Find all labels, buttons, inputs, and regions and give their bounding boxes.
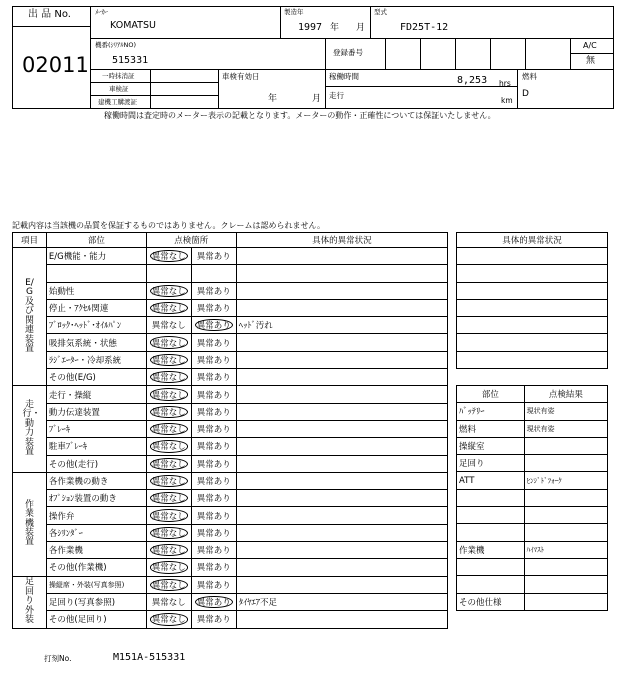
divider [455, 38, 456, 69]
status-ok-label: 異常なし [151, 407, 186, 418]
selected-circle [150, 354, 188, 366]
table-row [457, 334, 608, 351]
detail-cell [236, 576, 447, 593]
empty-cell [457, 248, 608, 265]
group-label-cell [13, 576, 47, 628]
hours-unit: hrs [499, 79, 511, 88]
group-label-cell [13, 248, 47, 386]
empty-cell [457, 299, 608, 316]
selected-circle [150, 458, 188, 470]
inspection-table [12, 232, 448, 629]
divider [150, 69, 151, 109]
part-cell: 各ｼﾘﾝﾀﾞｰ [46, 524, 146, 541]
status-ok-cell [146, 611, 191, 628]
part-cell: 停止・ｱｸｾﾙ関連 [46, 299, 146, 316]
status-ok-cell [146, 455, 191, 472]
table-row [13, 369, 448, 386]
result-part-cell [457, 489, 525, 506]
status-ng-cell [191, 593, 236, 610]
result-part-cell: ATT [457, 472, 525, 489]
status-ok-cell [146, 559, 191, 576]
part-cell: 操縦席・外装(写真参照) [46, 576, 146, 593]
selected-circle [150, 561, 188, 573]
status-ok-cell [146, 507, 191, 524]
selected-circle [150, 406, 188, 418]
table-row [457, 420, 608, 437]
part-cell: 各作業機の動き [46, 472, 146, 489]
table-row [13, 265, 448, 282]
status-ng-cell [191, 299, 236, 316]
selected-circle [150, 388, 188, 400]
status-ng-label: 異常あり [196, 528, 231, 539]
detail-cell [236, 455, 447, 472]
divider [325, 38, 326, 69]
table-row [13, 282, 448, 299]
table-row [13, 559, 448, 576]
inspection-year-unit: 年 [268, 94, 278, 104]
table-row [13, 248, 448, 265]
status-ok-cell [146, 438, 191, 455]
result-part-cell: 燃料 [457, 420, 525, 437]
divider [325, 69, 326, 109]
status-ok-cell [146, 403, 191, 420]
status-ng-label: 異常あり [196, 252, 231, 263]
result-part-cell [457, 558, 525, 575]
table-row [13, 403, 448, 420]
km-unit: km [501, 96, 513, 105]
table-row [457, 317, 608, 334]
table-row [13, 334, 448, 351]
group-label-cell [13, 386, 47, 472]
table-row [457, 576, 608, 593]
detail-cell [236, 369, 447, 386]
status-ng-cell [191, 611, 236, 628]
results-result-header: 点検結果 [524, 386, 607, 403]
status-ok-cell [146, 472, 191, 489]
empty-cell [457, 351, 608, 368]
status-ok-cell [146, 282, 191, 299]
empty-cell [457, 334, 608, 351]
part-cell: その他(作業機) [46, 559, 146, 576]
divider [90, 38, 614, 39]
year-label: 製造年 [284, 8, 304, 16]
status-ng-label: 異常あり [196, 615, 231, 626]
result-part-cell: 足回り [457, 455, 525, 472]
status-ok-label: 異常なし [151, 598, 186, 609]
group-label-cell [13, 472, 47, 576]
right-detail-table [456, 232, 608, 369]
part-cell: 駐車ﾌﾞﾚｰｷ [46, 438, 146, 455]
status-ng-cell [191, 334, 236, 351]
status-ok-label: 異常なし [151, 286, 186, 297]
detail-cell [236, 559, 447, 576]
part-cell: 始動性 [46, 282, 146, 299]
status-ng-cell [191, 576, 236, 593]
table-row [13, 524, 448, 541]
status-ok-label: 異常なし [151, 304, 186, 315]
table-row [457, 489, 608, 506]
selected-circle [150, 285, 188, 297]
part-cell: 操作弁 [46, 507, 146, 524]
lot-number: 02011 [22, 53, 89, 77]
detail-cell [236, 490, 447, 507]
status-ng-label: 異常あり [196, 580, 231, 591]
selected-circle [150, 613, 188, 625]
part-cell: 各作業機 [46, 542, 146, 559]
table-row [13, 317, 448, 334]
table-row [13, 299, 448, 316]
status-ng-cell [191, 282, 236, 299]
detail-cell [236, 282, 447, 299]
empty-cell [457, 317, 608, 334]
status-ok-label: 異常なし [151, 511, 186, 522]
status-ok-label: 異常なし [151, 563, 186, 574]
status-ok-cell [146, 265, 191, 282]
part-cell: その他(足回り) [46, 611, 146, 628]
status-ng-label: 異常あり [196, 390, 231, 401]
status-ng-label: 異常あり [196, 407, 231, 418]
table-row [457, 507, 608, 524]
part-cell: 走行・操縦 [46, 386, 146, 403]
empty-cell [457, 282, 608, 299]
divider [420, 38, 421, 69]
detail-cell [236, 248, 447, 265]
detail-cell [236, 299, 447, 316]
divider [280, 6, 281, 38]
status-ng-cell [191, 386, 236, 403]
selected-circle [150, 302, 188, 314]
detail-cell [236, 420, 447, 437]
empty-cell [457, 265, 608, 282]
fuel-value: D [522, 89, 529, 99]
result-value-cell [524, 507, 607, 524]
cert-transfer: 建機工購渡証 [98, 98, 137, 106]
table-row [457, 472, 608, 489]
maker-value: KOMATSU [110, 20, 156, 31]
detail-cell [236, 438, 447, 455]
table-row [13, 611, 448, 628]
detail-cell [236, 334, 447, 351]
result-value-cell [524, 576, 607, 593]
status-ok-cell [146, 542, 191, 559]
hours-label: 稼働時間 [329, 72, 359, 81]
status-ok-cell [146, 420, 191, 437]
disclaimer: 記載内容は当該機の品質を保証するものではありません。クレームは認められません。 [12, 221, 325, 230]
divider [12, 26, 90, 27]
status-ng-cell [191, 248, 236, 265]
status-ng-cell [191, 490, 236, 507]
status-ng-label: 異常あり [196, 321, 231, 332]
status-ok-cell [146, 299, 191, 316]
group-label: E/G及び関連装置 [24, 277, 34, 354]
selected-circle [150, 336, 188, 348]
table-row [457, 524, 608, 541]
status-ng-label: 異常あり [196, 563, 231, 574]
result-part-cell [457, 507, 525, 524]
part-cell: その他(E/G) [46, 369, 146, 386]
serial-value: 515331 [112, 55, 149, 66]
selected-circle [150, 579, 188, 591]
status-ok-label: 異常なし [151, 252, 186, 263]
divider [490, 38, 491, 69]
status-ok-label: 異常なし [151, 373, 186, 384]
status-ng-cell [191, 472, 236, 489]
ac-label: A/C [583, 41, 597, 50]
divider [90, 69, 614, 70]
status-ng-cell [191, 507, 236, 524]
result-value-cell: ﾊｲﾏｽﾄ [524, 541, 607, 558]
part-cell: ﾌﾞﾛｯｸ･ﾍｯﾄﾞ･ｵｲﾙﾊﾟﾝ [46, 317, 146, 334]
result-value-cell [524, 437, 607, 454]
table-row [457, 265, 608, 282]
status-ok-cell [146, 351, 191, 368]
status-ng-label: 異常あり [196, 442, 231, 453]
table-row [13, 438, 448, 455]
detail-cell [236, 524, 447, 541]
inspection-month-unit: 月 [312, 94, 322, 104]
table-row [457, 558, 608, 575]
table-row [457, 541, 608, 558]
divider [90, 6, 91, 109]
status-ng-label: 異常あり [196, 477, 231, 487]
status-ng-label: 異常あり [196, 598, 231, 609]
status-ok-label: 異常なし [151, 390, 186, 401]
status-ok-cell [146, 593, 191, 610]
status-ok-label: 異常なし [151, 442, 186, 453]
detail-cell [236, 611, 447, 628]
lot-label: 出 品 No. [28, 9, 71, 20]
part-cell: 吸排気系統・状態 [46, 334, 146, 351]
status-ng-label: 異常あり [196, 286, 231, 297]
status-ok-cell [146, 524, 191, 541]
meter-note: 稼働時間は査定時のメーター表示の記載となります。メーターの動作・正確性については保証いたしません。 [104, 111, 496, 120]
selected-circle [150, 475, 188, 487]
status-ng-cell [191, 369, 236, 386]
status-ng-label: 異常あり [196, 494, 231, 505]
status-ok-cell [146, 386, 191, 403]
status-ng-label: 異常あり [196, 459, 231, 470]
table-row [13, 490, 448, 507]
divider [570, 53, 614, 54]
detail-cell: ﾍｯﾄﾞ汚れ [236, 317, 447, 334]
group-label: 足回り外装 [24, 577, 34, 626]
table-row [457, 437, 608, 454]
year-unit: 年 [330, 23, 340, 33]
stamp-number: M151A-515331 [113, 652, 186, 663]
status-ng-cell [191, 351, 236, 368]
table-row [13, 542, 448, 559]
result-value-cell [524, 558, 607, 575]
table-row [13, 507, 448, 524]
status-ok-label: 異常なし [151, 425, 186, 436]
km-label: 走行 [329, 91, 344, 100]
detail-cell: ﾀｲﾔｴｱ不足 [236, 593, 447, 610]
status-ng-cell [191, 542, 236, 559]
selected-circle [150, 527, 188, 539]
divider [385, 38, 386, 69]
result-value-cell [524, 524, 607, 541]
status-ok-cell [146, 248, 191, 265]
part-cell: ｵﾌﾟｼｮﾝ装置の動き [46, 490, 146, 507]
serial-label: 機番(ｼﾘｱﾙNO) [95, 41, 137, 49]
status-ok-label: 異常なし [151, 494, 186, 505]
result-value-cell [524, 593, 607, 610]
table-row [457, 282, 608, 299]
status-ng-label: 異常あり [196, 304, 231, 315]
table-row [13, 351, 448, 368]
part-cell: 動力伝達装置 [46, 403, 146, 420]
selected-circle [150, 509, 188, 521]
status-ok-label: 異常なし [151, 477, 186, 487]
part-cell: 足回り(写真参照) [46, 593, 146, 610]
table-row [457, 351, 608, 368]
part-cell [46, 265, 146, 282]
status-ok-cell [146, 334, 191, 351]
reg-label: 登録番号 [333, 48, 363, 57]
col-item-header: 項目 [13, 233, 47, 248]
status-ng-label: 異常あり [196, 425, 231, 436]
status-ng-label: 異常あり [196, 338, 231, 349]
status-ng-cell [191, 265, 236, 282]
stamp-label: 打刻No. [44, 654, 72, 663]
group-label: 走行・動力装置 [22, 399, 41, 457]
status-ok-label: 異常なし [151, 528, 186, 539]
col-part-header: 部位 [46, 233, 146, 248]
detail-cell [236, 386, 447, 403]
divider [370, 6, 371, 38]
status-ng-cell [191, 438, 236, 455]
divider [90, 95, 218, 96]
status-ok-label: 異常なし [151, 580, 186, 591]
divider [218, 69, 219, 109]
result-value-cell: ﾋﾝｼﾞﾄﾞﾌｫｰｸ [524, 472, 607, 489]
status-ng-label: 異常あり [196, 511, 231, 522]
table-row [457, 403, 608, 420]
maker-label: ﾒｰｶｰ [95, 8, 108, 16]
divider [325, 86, 517, 87]
table-row [457, 455, 608, 472]
detail-cell [236, 403, 447, 420]
model-value: FD25T-12 [400, 22, 449, 33]
selected-circle [150, 440, 188, 452]
detail-cell [236, 542, 447, 559]
results-part-header: 部位 [457, 386, 525, 403]
cert-temp-deregistration: 一時抹消証 [102, 72, 135, 80]
status-ng-label: 異常あり [196, 373, 231, 384]
status-ng-cell [191, 403, 236, 420]
status-ok-label: 異常なし [151, 615, 186, 626]
result-value-cell: 現状有姿 [524, 403, 607, 420]
table-row [13, 593, 448, 610]
group-label: 作業機装置 [24, 499, 34, 548]
table-row [457, 593, 608, 610]
status-ng-cell [191, 559, 236, 576]
divider [525, 38, 526, 69]
result-part-cell: ﾊﾞｯﾃﾘｰ [457, 403, 525, 420]
result-value-cell: 現状有姿 [524, 420, 607, 437]
table-row [457, 299, 608, 316]
col-check-header: 点検箇所 [146, 233, 236, 248]
detail-cell [236, 351, 447, 368]
part-cell: E/G機能・能力 [46, 248, 146, 265]
part-cell: その他(走行) [46, 455, 146, 472]
status-ok-label: 異常なし [151, 321, 186, 332]
table-row [13, 386, 448, 403]
result-part-cell: 操縦室 [457, 437, 525, 454]
detail-cell [236, 472, 447, 489]
status-ok-label: 異常なし [151, 459, 186, 470]
status-ok-cell [146, 369, 191, 386]
status-ng-cell [191, 420, 236, 437]
status-ok-label: 異常なし [151, 355, 186, 366]
hours-value: 8,253 [457, 75, 488, 86]
col-detail-header: 具体的異常状況 [236, 233, 447, 248]
result-part-cell [457, 524, 525, 541]
status-ok-cell [146, 576, 191, 593]
status-ok-label: 異常なし [151, 338, 186, 349]
divider [90, 82, 218, 83]
status-ng-label: 異常あり [196, 355, 231, 366]
status-ng-cell [191, 455, 236, 472]
table-row [457, 248, 608, 265]
divider [517, 69, 518, 109]
result-part-cell: その他仕様 [457, 593, 525, 610]
fuel-label: 燃料 [522, 72, 537, 81]
table-row [13, 576, 448, 593]
model-label: 型式 [374, 8, 387, 16]
result-value-cell [524, 455, 607, 472]
ac-value: 無 [586, 56, 596, 66]
result-part-cell [457, 576, 525, 593]
detail-cell [236, 507, 447, 524]
status-ok-cell [146, 490, 191, 507]
cert-vehicle-inspection: 車検証 [109, 85, 129, 93]
selected-circle [195, 596, 233, 608]
right-detail-header: 具体的異常状況 [457, 233, 608, 248]
table-row [13, 420, 448, 437]
status-ok-cell [146, 317, 191, 334]
detail-cell [236, 265, 447, 282]
table-row [13, 472, 448, 489]
table-row [13, 455, 448, 472]
part-cell: ﾗｼﾞｴｰﾀｰ・冷却系統 [46, 351, 146, 368]
status-ng-cell [191, 317, 236, 334]
year-value: 1997 [298, 22, 323, 33]
status-ng-label: 異常あり [196, 546, 231, 557]
result-value-cell [524, 489, 607, 506]
part-cell: ﾌﾞﾚｰｷ [46, 420, 146, 437]
status-ng-cell [191, 524, 236, 541]
month-unit: 月 [356, 23, 366, 33]
status-ok-label: 異常なし [151, 546, 186, 557]
result-part-cell: 作業機 [457, 541, 525, 558]
results-table [456, 385, 608, 611]
inspection-date-label: 車検有効日 [222, 72, 260, 81]
